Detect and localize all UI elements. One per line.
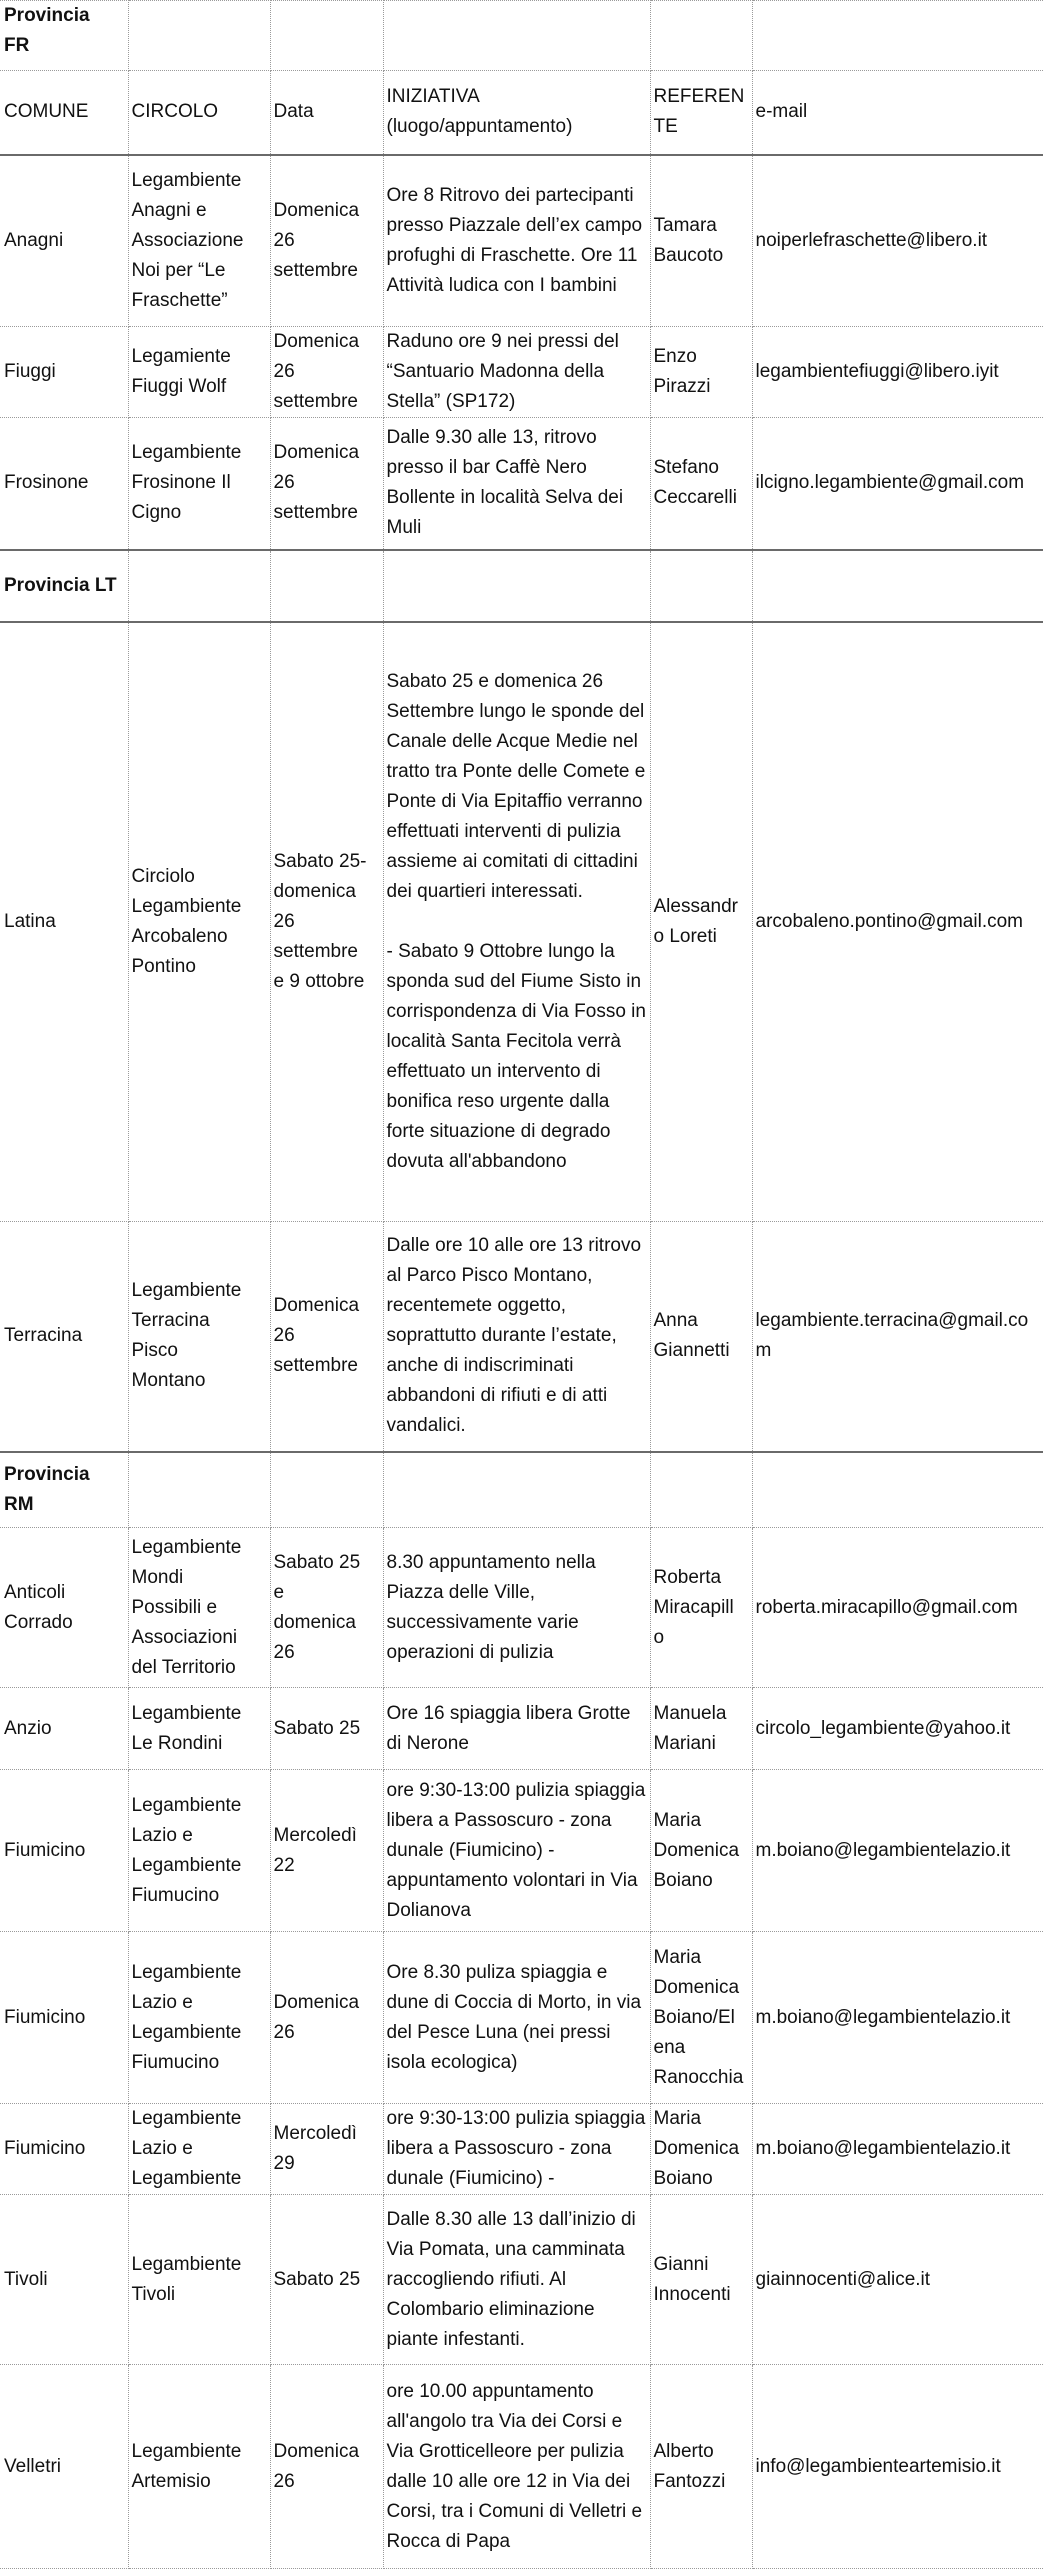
iniziativa-cell: Ore 8 Ritrovo dei partecipanti presso Piazzale dell’ex campo profughi di Fraschette. Ore 11 Attività ludica con I bambini [383, 155, 650, 327]
header-email: e-mail [752, 71, 1043, 155]
table-row [0, 327, 1043, 418]
iniziativa-cell: Raduno ore 9 nei pressi del “Santuario Madonna della Stella” (SP172) [383, 327, 650, 418]
iniziativa-cell: ore 10.00 appuntamento all'angolo tra Via dei Corsi e Via Grotticelleore per pulizia dalle 10 alle ore 12 in Via dei Corsi, tra i Comuni di Velletri e Rocca di Papa [383, 2365, 650, 2569]
iniziativa-cell: Ore 16 spiaggia libera Grotte di Nerone [383, 1688, 650, 1770]
table-row [0, 2104, 1043, 2195]
comune-cell: Fiumicino [0, 2104, 128, 2195]
email-cell: circolo_legambiente@yahoo.it [752, 1688, 1043, 1770]
province-row-rm [0, 1452, 1043, 1528]
table-row [0, 418, 1043, 550]
iniziativa-cell: Dalle 9.30 alle 13, ritrovo presso il bar Caffè Nero Bollente in località Selva dei Muli [383, 418, 650, 550]
table-row [0, 1222, 1043, 1452]
comune-cell: Anzio [0, 1688, 128, 1770]
circolo-cell: Legamiente Fiuggi Wolf [128, 327, 270, 418]
table-row [0, 1688, 1043, 1770]
column-header-row [0, 71, 1043, 155]
referente-cell: Stefano Ceccarelli [650, 418, 752, 550]
referente-cell: Enzo Pirazzi [650, 327, 752, 418]
referente-cell: Alberto Fantozzi [650, 2365, 752, 2569]
table-row [0, 2195, 1043, 2365]
data-cell: Domenica 26 settembre [270, 327, 383, 418]
table-row [0, 622, 1043, 1222]
circolo-cell: Legambiente Le Rondini [128, 1688, 270, 1770]
circolo-cell: Legambiente Mondi Possibili e Associazioni del Territorio [128, 1528, 270, 1688]
iniziativa-cell: 8.30 appuntamento nella Piazza delle Ville, successivamente varie operazioni di pulizia [383, 1528, 650, 1688]
header-data: Data [270, 71, 383, 155]
province-row-lt [0, 550, 1043, 622]
referente-cell: Manuela Mariani [650, 1688, 752, 1770]
referente-cell: Gianni Innocenti [650, 2195, 752, 2365]
email-cell: roberta.miracapillo@gmail.com [752, 1528, 1043, 1688]
iniziativa-cell: Ore 8.30 puliza spiaggia e dune di Coccia di Morto, in via del Pesce Luna (nei pressi isola ecologica) [383, 1932, 650, 2104]
circolo-cell: Legambiente Lazio e Legambiente [128, 2104, 270, 2195]
email-cell: info@legambienteartemisio.it [752, 2365, 1043, 2569]
referente-cell: Maria Domenica Boiano [650, 1770, 752, 1932]
data-cell: Domenica 26 [270, 2365, 383, 2569]
header-iniziativa: INIZIATIVA (luogo/appuntamento) [383, 71, 650, 155]
data-cell: Sabato 25- domenica 26 settembre e 9 ottobre [270, 622, 383, 1222]
email-cell: arcobaleno.pontino@gmail.com [752, 622, 1043, 1222]
email-cell: legambientefiuggi@libero.iyit [752, 327, 1043, 418]
circolo-cell: Legambiente Terracina Pisco Montano [128, 1222, 270, 1452]
province-row-fr [0, 1, 1043, 71]
table-row [0, 155, 1043, 327]
circolo-cell: Legambiente Tivoli [128, 2195, 270, 2365]
iniziativa-cell: Dalle 8.30 alle 13 dall’inizio di Via Pomata, una camminata raccogliendo rifiuti. Al Colombario eliminazione piante infestanti. [383, 2195, 650, 2365]
table-row [0, 1932, 1043, 2104]
comune-cell: Fiumicino [0, 1932, 128, 2104]
data-cell: Sabato 25 e domenica 26 [270, 1528, 383, 1688]
email-cell: m.boiano@legambientelazio.it [752, 1770, 1043, 1932]
referente-cell: Tamara Baucoto [650, 155, 752, 327]
circolo-cell: Circiolo Legambiente Arcobaleno Pontino [128, 622, 270, 1222]
email-cell: m.boiano@legambientelazio.it [752, 2104, 1043, 2195]
data-cell: Mercoledì 22 [270, 1770, 383, 1932]
circolo-cell: Legambiente Lazio e Legambiente Fiumucino [128, 1932, 270, 2104]
iniziativa-cell: ore 9:30-13:00 pulizia spiaggia libera a Passoscuro - zona dunale (Fiumicino) - appuntamento volontari in Via Dolianova [383, 1770, 650, 1932]
iniziativa-cell: Sabato 25 e domenica 26 Settembre lungo le sponde del Canale delle Acque Medie nel tratto tra Ponte delle Comete e Ponte di Via Epitaffio verranno effettuati interventi di pulizia assieme ai comitati di cittadini dei quartieri interessati. - Sabato 9 Ottobre lungo la sponda sud del Fiume Sisto in corrispondenza di Via Fosso in località Santa Fecitola verrà effettuato un intervento di bonifica reso urgente dalla forte situazione di degrado dovuta all'abbandono [383, 622, 650, 1222]
header-referente: REFEREN TE [650, 71, 752, 155]
referente-cell: Alessandr o Loreti [650, 622, 752, 1222]
data-cell: Domenica 26 settembre [270, 418, 383, 550]
comune-cell: Anagni [0, 155, 128, 327]
circolo-cell: Legambiente Artemisio [128, 2365, 270, 2569]
email-cell: noiperlefraschette@libero.it [752, 155, 1043, 327]
referente-cell: Roberta Miracapill o [650, 1528, 752, 1688]
email-cell: legambiente.terracina@gmail.com [752, 1222, 1043, 1452]
email-cell: m.boiano@legambientelazio.it [752, 1932, 1043, 2104]
comune-cell: Frosinone [0, 418, 128, 550]
referente-cell: Anna Giannetti [650, 1222, 752, 1452]
comune-cell: Latina [0, 622, 128, 1222]
header-circolo: CIRCOLO [128, 71, 270, 155]
circolo-cell: Legambiente Frosinone Il Cigno [128, 418, 270, 550]
data-cell: Domenica 26 settembre [270, 155, 383, 327]
province-label: Provincia FR [0, 1, 128, 71]
circolo-cell: Legambiente Anagni e Associazione Noi per “Le Fraschette” [128, 155, 270, 327]
circolo-cell: Legambiente Lazio e Legambiente Fiumucino [128, 1770, 270, 1932]
iniziativa-cell: Dalle ore 10 alle ore 13 ritrovo al Parco Pisco Montano, recentemete oggetto, soprattutto durante l’estate, anche di indiscriminati abbandoni di rifiuti e di atti vandalici. [383, 1222, 650, 1452]
iniziativa-cell: ore 9:30-13:00 pulizia spiaggia libera a Passoscuro - zona dunale (Fiumicino) - [383, 2104, 650, 2195]
email-cell: ilcigno.legambiente@gmail.com [752, 418, 1043, 550]
comune-cell: Fiumicino [0, 1770, 128, 1932]
header-comune: COMUNE [0, 71, 128, 155]
referente-cell: Maria Domenica Boiano/El ena Ranocchia [650, 1932, 752, 2104]
table-row [0, 1528, 1043, 1688]
data-cell: Domenica 26 [270, 1932, 383, 2104]
data-cell: Sabato 25 [270, 2195, 383, 2365]
comune-cell: Terracina [0, 1222, 128, 1452]
comune-cell: Anticoli Corrado [0, 1528, 128, 1688]
province-label: Provincia RM [0, 1452, 128, 1528]
data-cell: Sabato 25 [270, 1688, 383, 1770]
table-row [0, 1770, 1043, 1932]
comune-cell: Velletri [0, 2365, 128, 2569]
comune-cell: Fiuggi [0, 327, 128, 418]
email-cell: giainnocenti@alice.it [752, 2195, 1043, 2365]
table-row [0, 2365, 1043, 2569]
province-label: Provincia LT [0, 550, 128, 622]
comune-cell: Tivoli [0, 2195, 128, 2365]
referente-cell: Maria Domenica Boiano [650, 2104, 752, 2195]
data-cell: Domenica 26 settembre [270, 1222, 383, 1452]
data-cell: Mercoledì 29 [270, 2104, 383, 2195]
